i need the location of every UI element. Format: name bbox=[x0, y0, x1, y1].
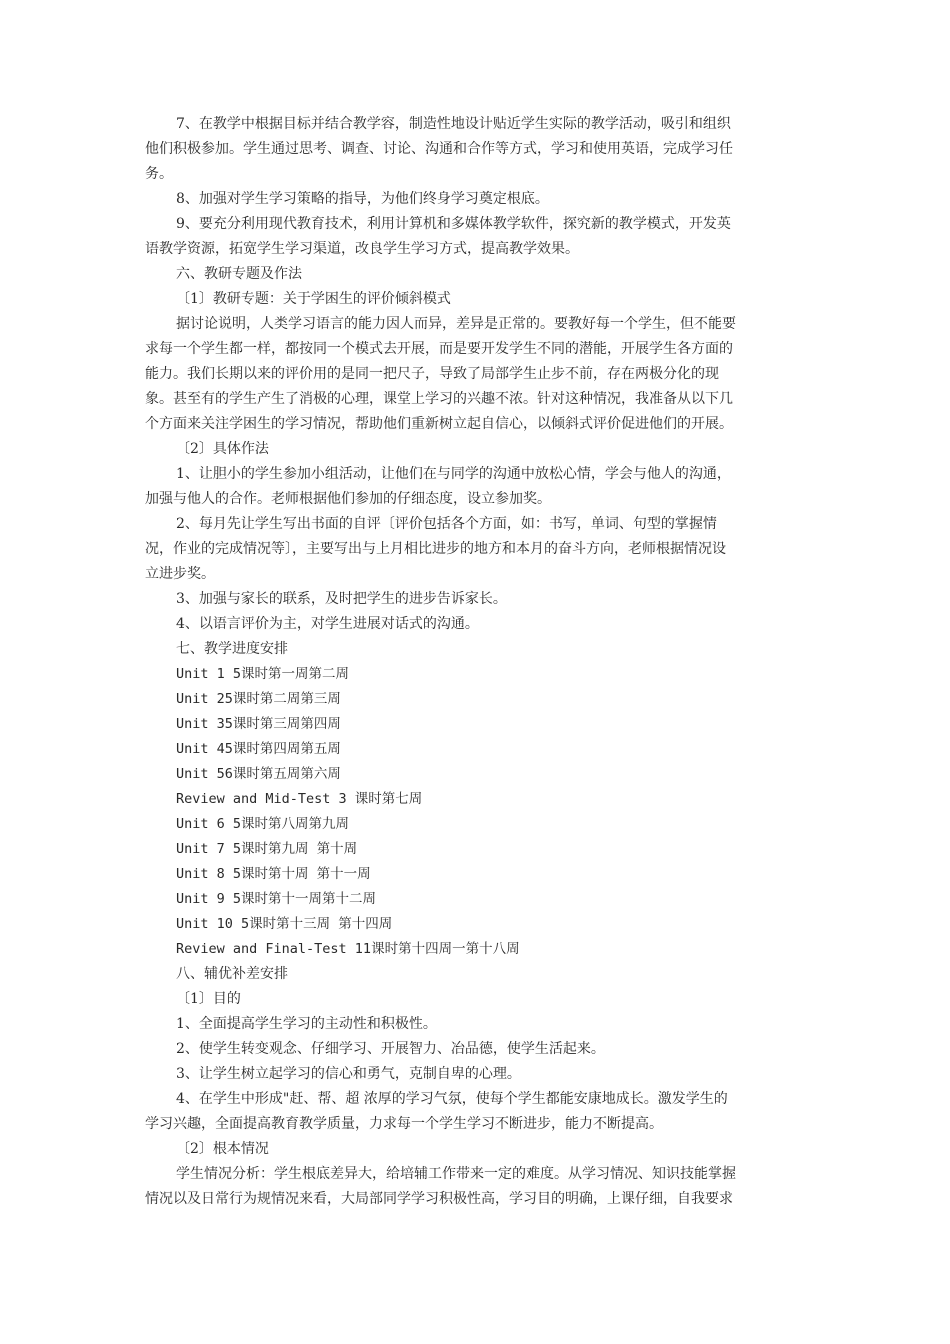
text-line: Unit 8 5课时第十周 第十一周 bbox=[176, 866, 371, 882]
text-line: 务。 bbox=[145, 166, 173, 182]
text-line: Unit 35课时第三周第四周 bbox=[176, 716, 341, 732]
text-line: Unit 7 5课时第九周 第十周 bbox=[176, 841, 358, 857]
text-line: 1、全面提高学生学习的主动性和积极性。 bbox=[176, 1016, 437, 1032]
text-line: Unit 6 5课时第八周第九周 bbox=[176, 816, 350, 832]
text-line: 六、教研专题及作法 bbox=[176, 266, 302, 282]
text-line: 7、在教学中根据目标并结合教学容，制造性地设计贴近学生实际的教学活动，吸引和组织 bbox=[176, 116, 731, 132]
text-line: 8、加强对学生学习策略的指导，为他们终身学习奠定根底。 bbox=[176, 191, 549, 207]
text-line: 〔1〕教研专题：关于学困生的评价倾斜模式 bbox=[176, 291, 451, 307]
text-line: 能力。我们长期以来的评价用的是同一把尺子，导致了局部学生止步不前，存在两极分化的现 bbox=[145, 366, 719, 382]
text-line: 语教学资源，拓宽学生学习渠道，改良学生学习方式，提高教学效果。 bbox=[145, 241, 579, 257]
text-line: 学习兴趣，全面提高教育教学质量，力求每一个学生学习不断进步，能力不断提高。 bbox=[145, 1116, 663, 1132]
text-line: 他们积极参加。学生通过思考、调查、讨论、沟通和合作等方式，学习和使用英语，完成学习任 bbox=[145, 141, 733, 157]
text-line: Unit 25课时第二周第三周 bbox=[176, 691, 341, 707]
text-line: 3、让学生树立起学习的信心和勇气，克制自卑的心理。 bbox=[176, 1066, 521, 1082]
text-line: 加强与他人的合作。老师根据他们参加的仔细态度，设立参加奖。 bbox=[145, 491, 551, 507]
text-line: 立进步奖。 bbox=[145, 566, 215, 582]
text-line: 〔2〕根本情况 bbox=[176, 1141, 269, 1157]
text-line: 求每一个学生都一样，都按同一个模式去开展，而是要开发学生不同的潜能，开展学生各方面的 bbox=[145, 341, 733, 357]
text-line: 4、在学生中形成"赶、帮、超 浓厚的学习气氛，使每个学生都能安康地成长。激发学生的 bbox=[176, 1091, 728, 1107]
text-line: 2、使学生转变观念、仔细学习、开展智力、冶品德，使学生活起来。 bbox=[176, 1041, 605, 1057]
text-line: 学生情况分析：学生根底差异大，给培辅工作带来一定的难度。从学习情况、知识技能掌握 bbox=[176, 1166, 736, 1182]
text-line: Review and Mid-Test 3 课时第七周 bbox=[176, 791, 423, 807]
text-line: 2、每月先让学生写出书面的自评〔评价包括各个方面，如：书写，单词、句型的掌握情 bbox=[176, 516, 717, 532]
text-line: 象。甚至有的学生产生了消极的心理，课堂上学习的兴趣不浓。针对这种情况，我准备从以下几 bbox=[145, 391, 733, 407]
text-line: Unit 9 5课时第十一周第十二周 bbox=[176, 891, 377, 907]
text-line: 4、以语言评价为主，对学生进展对话式的沟通。 bbox=[176, 616, 479, 632]
text-line: Unit 10 5课时第十三周 第十四周 bbox=[176, 916, 393, 932]
text-line: 据讨论说明，人类学习语言的能力因人而异，差异是正常的。要教好每一个学生，但不能要 bbox=[176, 316, 736, 332]
text-line: Unit 1 5课时第一周第二周 bbox=[176, 666, 350, 682]
text-line: 3、加强与家长的联系，及时把学生的进步告诉家长。 bbox=[176, 591, 507, 607]
text-line: 〔1〕目的 bbox=[176, 991, 241, 1007]
text-line: 〔2〕具体作法 bbox=[176, 441, 269, 457]
text-line: 八、辅优补差安排 bbox=[176, 966, 288, 982]
text-line: 情况以及日常行为规情况来看，大局部同学学习积极性高，学习目的明确，上课仔细，自我要求 bbox=[145, 1191, 733, 1207]
text-line: 9、要充分利用现代教育技术，利用计算机和多媒体教学软件，探究新的教学模式，开发英 bbox=[176, 216, 731, 232]
text-line: 七、教学进度安排 bbox=[176, 641, 288, 657]
text-line: Review and Final-Test 11课时第十四周一第十八周 bbox=[176, 941, 520, 957]
text-line: Unit 56课时第五周第六周 bbox=[176, 766, 341, 782]
text-line: 1、让胆小的学生参加小组活动，让他们在与同学的沟通中放松心情，学会与他人的沟通， bbox=[176, 466, 731, 482]
text-line: Unit 45课时第四周第五周 bbox=[176, 741, 341, 757]
text-line: 况，作业的完成情况等〕，主要写出与上月相比进步的地方和本月的奋斗方向，老师根据情况设 bbox=[145, 541, 726, 557]
text-line: 个方面来关注学困生的学习情况，帮助他们重新树立起自信心，以倾斜式评价促进他们的开展。 bbox=[145, 416, 733, 432]
